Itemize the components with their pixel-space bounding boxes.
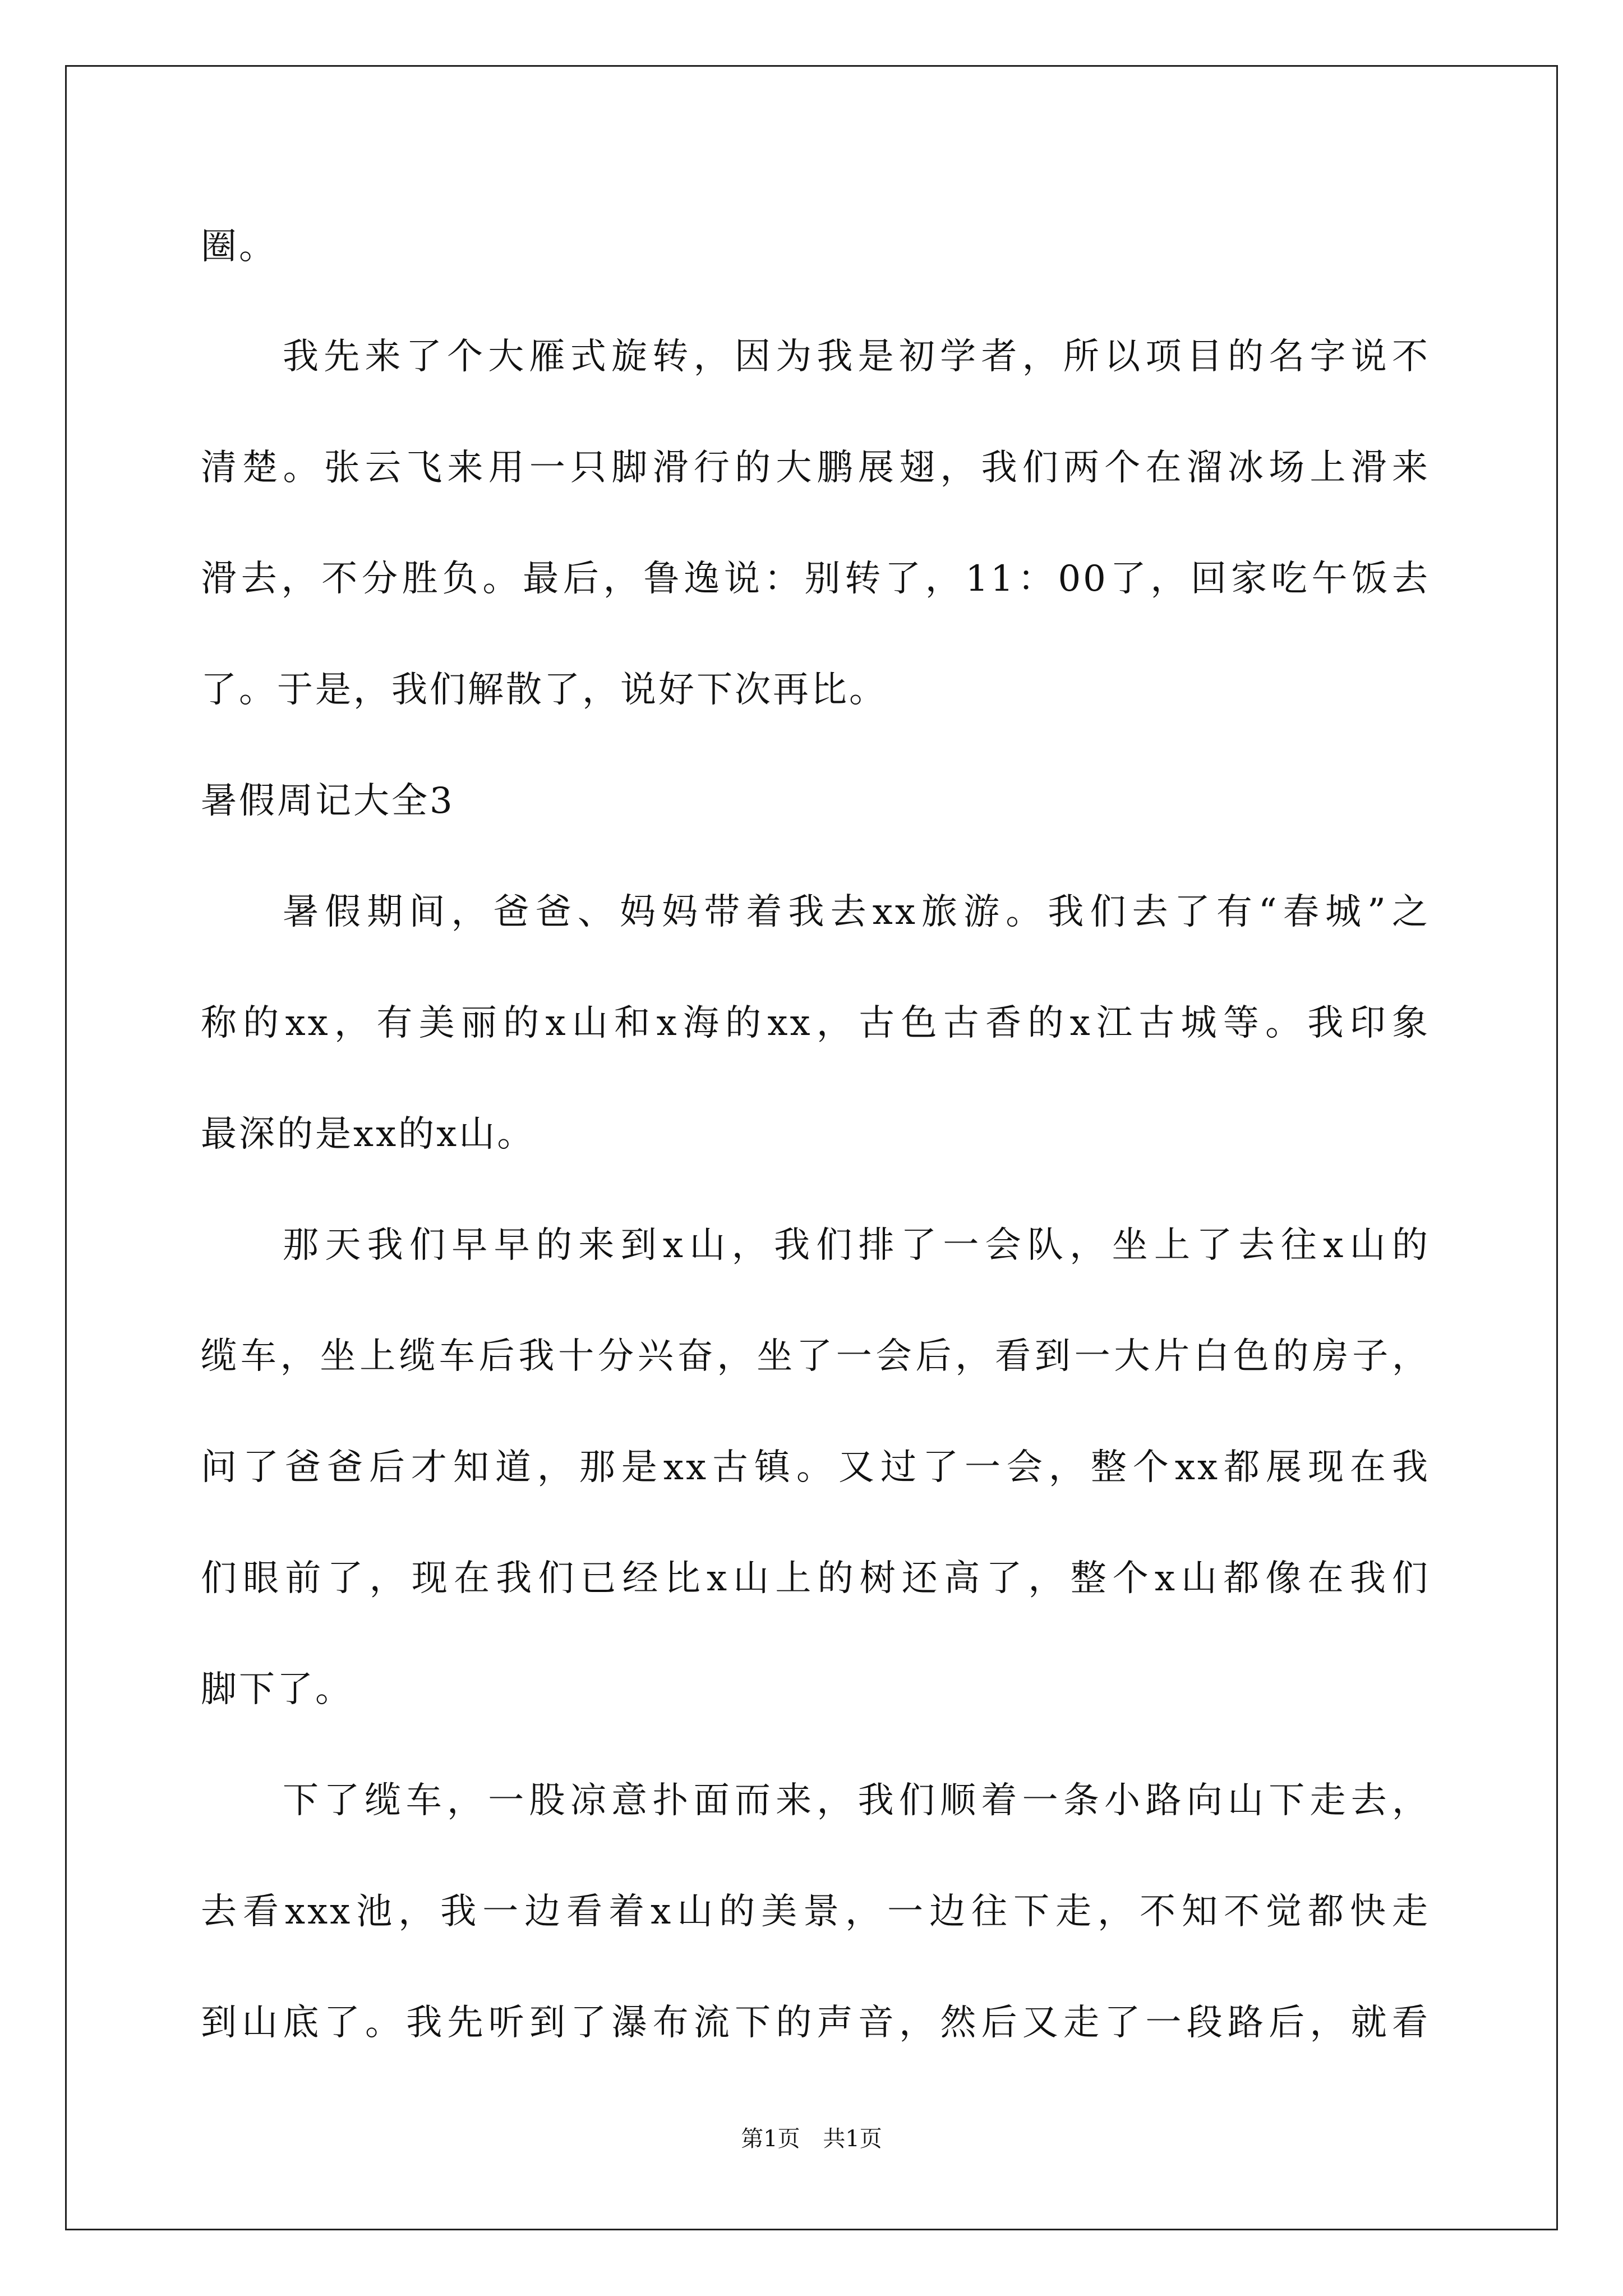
text-line: 们眼前了，现在我们已经比x山上的树还高了，整个x山都像在我们 xyxy=(201,1558,1430,1599)
text-line: 了。于是，我们解散了，说好下次再比。 xyxy=(201,669,887,711)
text-line: 我先来了个大雁式旋转，因为我是初学者，所以项目的名字说不 xyxy=(283,336,1430,378)
text-line: 滑去，不分胜负。最后，鲁逸说：别转了，11：00了，回家吃午饭去 xyxy=(201,558,1430,600)
text-line: 称的xx，有美丽的x山和x海的xx，古色古香的x江古城等。我印象 xyxy=(201,1002,1430,1044)
page-total: 共1页 xyxy=(823,2126,882,2152)
text-line: 到山底了。我先听到了瀑布流下的声音，然后又走了一段路后，就看 xyxy=(201,2002,1430,2044)
text-line: 那天我们早早的来到x山，我们排了一会队，坐上了去往x山的 xyxy=(283,1225,1430,1266)
page-number: 第1页 xyxy=(741,2126,800,2152)
text-line: 下了缆车，一股凉意扑面而来，我们顺着一条小路向山下走去， xyxy=(283,1780,1430,1821)
text-line: 清楚。张云飞来用一只脚滑行的大鹏展翅，我们两个在溜冰场上滑来 xyxy=(201,447,1430,489)
text-line: 缆车，坐上缆车后我十分兴奋，坐了一会后，看到一大片白色的房子， xyxy=(201,1336,1430,1377)
text-line: 暑假期间，爸爸、妈妈带着我去xx旅游。我们去了有“春城”之 xyxy=(283,891,1430,933)
page-footer xyxy=(0,2122,1623,2156)
text-line: 最深的是xx的x山。 xyxy=(201,1114,536,1155)
text-line: 脚下了。 xyxy=(201,1669,353,1710)
text-line: 去看xxx池，我一边看着x山的美景，一边往下走，不知不觉都快走 xyxy=(201,1891,1430,1932)
text-line: 圈。 xyxy=(201,226,277,268)
section-heading: 暑假周记大全3 xyxy=(201,780,455,822)
text-line: 问了爸爸后才知道，那是xx古镇。又过了一会，整个xx都展现在我 xyxy=(201,1447,1430,1488)
